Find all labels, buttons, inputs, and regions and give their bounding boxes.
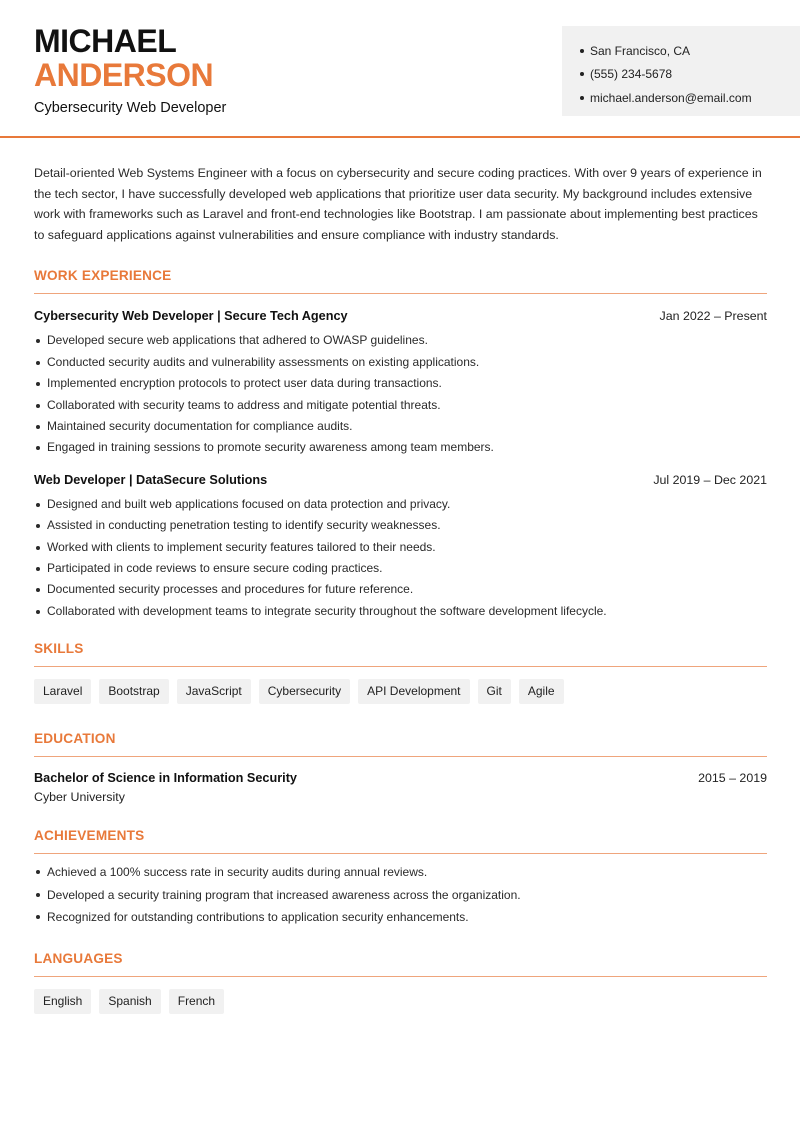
job-dates: Jan 2022 – Present [659, 309, 767, 324]
skills-tags [34, 679, 767, 704]
bullet-item: Worked with clients to implement security features tailored to their needs. [34, 537, 767, 558]
skill-tag: Laravel [34, 679, 91, 704]
skills-heading: SKILLS [34, 641, 767, 667]
school-name: Cyber University [34, 790, 125, 805]
bullet-icon [580, 72, 584, 76]
last-name: ANDERSON [34, 57, 214, 93]
email-text: michael.anderson@email.com [590, 90, 752, 105]
location-text: San Francisco, CA [590, 43, 691, 58]
language-tag: Spanish [99, 989, 160, 1014]
job-bullets [34, 494, 767, 622]
education-dates: 2015 – 2019 [698, 771, 767, 786]
bullet-item: Conducted security audits and vulnerability assessments on existing applications. [34, 352, 767, 373]
skill-tag: JavaScript [177, 679, 251, 704]
summary-paragraph: Detail-oriented Web Systems Engineer with a focus on cybersecurity and secure coding practices. With over 9 years of experience in the tech sector, I have successfully developed web applications that prioritize user data security. My background includes extensive work with frameworks such as Laravel and front-end technologies like Bootstrap. I am passionate about implementing best practices to safeguard applications against vulnerabilities and ensure compliance with industry standards. [34, 166, 762, 242]
job-dates: Jul 2019 – Dec 2021 [653, 472, 767, 487]
achievements-heading: ACHIEVEMENTS [34, 828, 767, 854]
achievement-item: Achieved a 100% success rate in security audits during annual reviews. [34, 861, 767, 883]
skill-tag: Agile [519, 679, 564, 704]
bullet-item: Participated in code reviews to ensure secure coding practices. [34, 558, 767, 579]
job-bullets [34, 330, 767, 458]
skill-tag: Bootstrap [99, 679, 168, 704]
bullet-icon [580, 49, 584, 53]
bullet-item: Collaborated with development teams to integrate security throughout the software development lifecycle. [34, 601, 767, 622]
resume-header [0, 0, 800, 138]
contact-email [580, 86, 800, 110]
education-entry [34, 771, 767, 804]
languages-tags [34, 989, 767, 1014]
bullet-item: Developed secure web applications that adhered to OWASP guidelines. [34, 330, 767, 351]
contact-location [580, 39, 800, 63]
bullet-item: Assisted in conducting penetration testing to identify security weaknesses. [34, 515, 767, 536]
skill-tag: Cybersecurity [259, 679, 350, 704]
phone-text: (555) 234-5678 [590, 67, 673, 82]
first-name: MICHAEL [34, 23, 177, 59]
work-experience-heading: WORK EXPERIENCE [34, 268, 767, 294]
bullet-item: Documented security processes and procedures for future reference. [34, 579, 767, 600]
achievement-item: Developed a security training program that increased awareness across the organization. [34, 884, 767, 906]
achievements-list [34, 861, 767, 928]
bullet-item: Engaged in training sessions to promote security awareness among team members. [34, 437, 767, 458]
job-title: Cybersecurity Web Developer | Secure Tech Agency [34, 309, 348, 324]
full-name [34, 24, 213, 92]
language-tag: English [34, 989, 91, 1014]
bullet-icon [580, 96, 584, 100]
job-entry [34, 309, 767, 458]
resume-body [34, 138, 767, 1014]
skill-tag: API Development [358, 679, 469, 704]
contact-box [562, 26, 800, 116]
degree-title: Bachelor of Science in Information Security [34, 771, 297, 786]
job-title: Cybersecurity Web Developer [34, 100, 227, 116]
bullet-item: Collaborated with security teams to address and mitigate potential threats. [34, 395, 767, 416]
job-entry [34, 473, 767, 622]
bullet-item: Designed and built web applications focused on data protection and privacy. [34, 494, 767, 515]
job-title: Web Developer | DataSecure Solutions [34, 472, 268, 487]
bullet-item: Maintained security documentation for compliance audits. [34, 416, 767, 437]
bullet-item: Implemented encryption protocols to protect user data during transactions. [34, 373, 767, 394]
education-heading: EDUCATION [34, 731, 767, 757]
languages-heading: LANGUAGES [34, 951, 767, 977]
achievement-item: Recognized for outstanding contributions to application security enhancements. [34, 906, 767, 928]
contact-phone [580, 63, 800, 87]
skill-tag: Git [478, 679, 511, 704]
language-tag: French [169, 989, 224, 1014]
